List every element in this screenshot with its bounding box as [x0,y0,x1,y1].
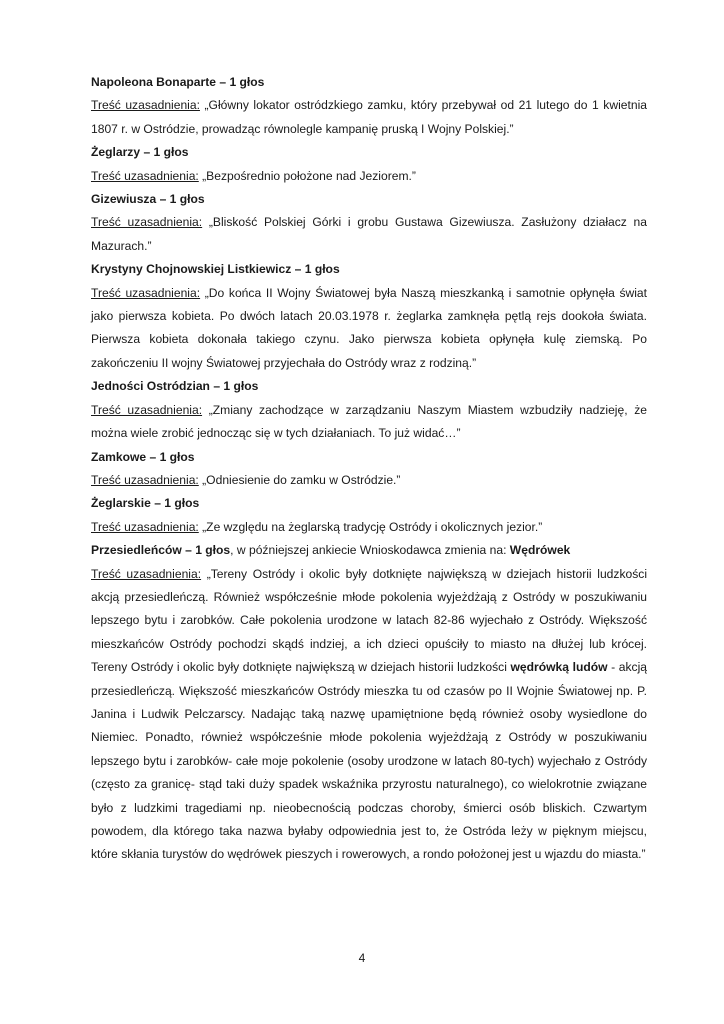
justification [91,563,647,867]
street-name: Napoleona Bonaparte [91,75,216,89]
street-name: Żeglarzy [91,145,141,160]
entry-heading [91,258,647,281]
justification-text: „Ze względu na żeglarską tradycję Ostródy i okolicznych jezior.” [202,519,543,534]
justification [91,211,647,258]
justification-text: „Zmiany zachodzące w zarządzaniu Naszym Miastem wzbudziły nadzieję, że można wiele zrobić jednocząc się w tych działaniach. To już widać…” [91,402,647,441]
justification [91,516,647,539]
street-name: Przesiedleńców [91,543,182,558]
justification-label: Treść uzasadnienia: [91,215,203,230]
entry-heading [91,375,647,398]
justification-text: „Bliskość Polskiej Górki i grobu Gustawa Gizewiusza. Zasłużony działacz na Mazurach.” [91,215,647,253]
justification-text: „Tereny Ostródy i okolic były dotknięte największą w dziejach historii ludzkości akcją przesiedleńczą. Również współcześnie młode pokolenia wyjeżdżają z Ostródy w poszukiwaniu lepszego bytu i zarobków. Całe pokolenia urodzone w latach 82-86 wyjechało z Ostródy. Większość mieszkańców Ostródy pochodzi skądś indziej, a ich dzieci opuściły to miasto na dłużej lub krócej. Tereny Ostródy i okolic były dotknięte największą w dziejach historii ludzkości [91,566,648,675]
justification [91,282,647,376]
vote-count: – 1 głos [291,262,340,277]
street-name: Krystyny Chojnowskiej Listkiewicz [91,262,292,277]
vote-count: – 1 głos [140,145,189,160]
vote-count: – 1 głos [216,75,265,89]
justification-label: Treść uzasadnienia: [91,98,200,113]
justification [91,94,647,141]
justification-label: Treść uzasadnienia: [91,285,201,300]
entry-heading [91,492,647,515]
vote-count: – 1 głos [181,543,231,558]
entry-heading [91,71,647,94]
vote-count: – 1 głos [156,192,205,207]
street-name: Jedności Ostródzian [91,379,210,394]
justification-text: „Odniesienie do zamku w Ostródzie.” [202,472,401,487]
justification-label: Treść uzasadnienia: [91,168,199,183]
vote-count: – 1 głos [150,496,200,511]
justification-text: „Bezpośrednio położone nad Jeziorem.” [202,168,416,183]
street-name: Gizewiusza [91,192,157,207]
justification [91,165,647,188]
entry-heading [91,188,647,211]
justification [91,469,647,492]
justification-label: Treść uzasadnienia: [91,566,202,581]
justification-text: „Do końca II Wojny Światowej była Naszą mieszkanką i samotnie opłynęła świat jako pierwsza kobieta. Po dwóch latach 20.03.1978 r. żeglarka zamknęła pętlą rejs dookoła świata. Pierwsza kobieta dokonała takiego czynu. Jako pierwsza kobieta opłynęła kulę ziemską. Po zakończeniu II wojny Światowej przyjechała do Ostródy wraz z rodziną.” [91,285,648,370]
new-street-name: Wędrówek [509,543,571,558]
justification-label: Treść uzasadnienia: [91,519,199,534]
vote-count: – 1 głos [209,379,259,394]
entry-heading [91,141,647,164]
street-name: Zamkowe [91,449,147,464]
justification-label: Treść uzasadnienia: [91,402,203,417]
justification-label: Treść uzasadnienia: [91,472,199,487]
vote-count: – 1 głos [146,449,195,464]
entry-heading [91,539,647,562]
street-name: Żeglarskie [91,496,151,511]
justification-text-continued: - akcją przesiedleńczą. Większość mieszkańców Ostródy mieszka tu od czasów po II Wojnie Światowej np. P. Janina i Ludwik Pelczarscy. Nadając taką nazwę upamiętnione będą również osoby wysiedlone do Niemiec. Ponadto, również współcześnie młode pokolenia wyjeżdżają z Ostródy w poszukiwaniu lepszego bytu i zarobków- całe moje pokolenie (osoby urodzone w latach 80-tych) wyjechało z Ostródy (często za granicę- stąd taki duży spadek wskaźnika przyrostu naturalnego), co wielokrotnie związane było z ludzkimi tragediami np. nieobecnością podczas choroby, śmierci osób bliskich. Czwartym powodem, dla którego taka nazwa byłaby odpowiednia jest to, że Ostróda leży w pięknym miejscu, które skłania turystów do wędrówek pieszych i rowerowych, a rondo położonej jest u wjazdu do miasta.” [91,660,647,862]
document-page [91,71,647,867]
justification [91,399,647,446]
entry-heading [91,446,647,469]
page-number: 4 [358,951,366,965]
justification-text: „Główny lokator ostródzkiego zamku, który przebywał od 21 lutego do 1 kwietnia 1807 r. w Ostródzie, prowadząc równolegle kampanię pruską I Wojny Polskiej.” [91,98,647,136]
rename-note: , w późniejszej ankiecie Wnioskodawca zmienia na: [230,543,510,558]
emphasis-phrase: wędrówką ludów [510,660,608,675]
